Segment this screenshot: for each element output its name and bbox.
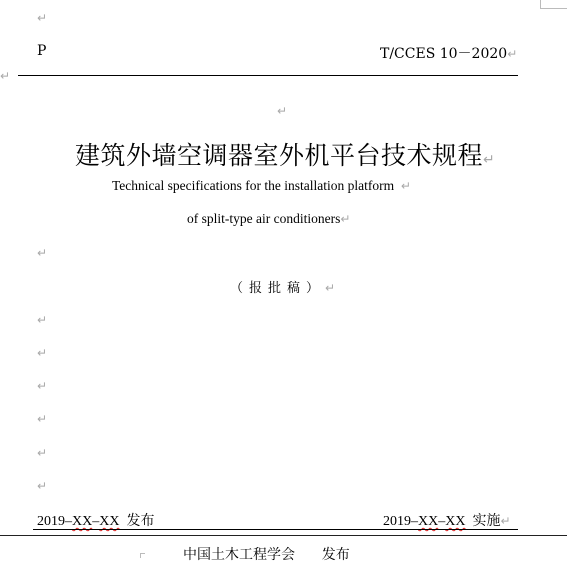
paragraph-mark: ↵ [37,11,48,25]
header-left-code: P [37,43,47,59]
paragraph-mark: ↵ [277,104,288,118]
draft-status: （报批稿）↵ [230,281,336,296]
effective-date: 2019–XX–XX 实施↵ [383,513,511,529]
page-corner-mark [140,553,145,558]
paragraph-mark: ↵ [37,412,48,426]
paragraph-mark: ↵ [0,69,11,83]
document-title-english-line1: Technical specifications for the installation platform ↵ [112,178,411,193]
header-rule [18,75,518,76]
footer-rule [33,529,518,530]
paragraph-mark: ↵ [37,246,48,260]
document-title-chinese: 建筑外墙空调器室外机平台技术规程↵ [75,141,496,170]
paragraph-mark: ↵ [37,479,48,493]
page-corner-mark [540,8,567,9]
paragraph-mark: ↵ [37,379,48,393]
publisher-line: 中国土木工程学会 发布 [183,547,350,563]
document-title-english-line2: of split-type air conditioners↵ [187,211,351,226]
paragraph-mark: ↵ [37,313,48,327]
page-corner-mark [540,0,541,8]
standard-number: T/CCES 10－2020↵ [380,46,518,62]
publish-date: 2019–XX–XX 发布 [37,513,155,529]
paragraph-mark: ↵ [37,346,48,360]
page-break-rule [0,535,567,536]
paragraph-mark: ↵ [37,446,48,460]
